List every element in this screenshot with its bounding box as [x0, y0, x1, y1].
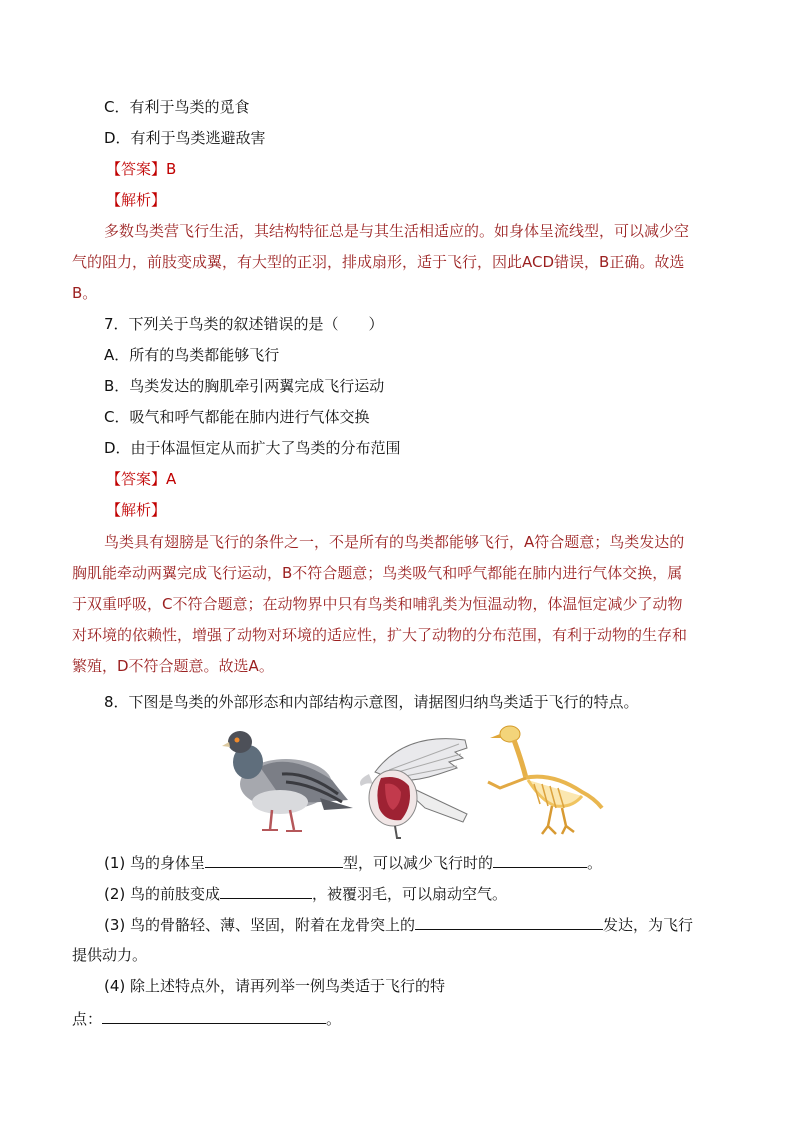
- blank-reduced-factor[interactable]: [493, 852, 587, 868]
- analysis-line: 多数鸟类营飞行生活，其结构特征总是与其生活相适应的。如身体呈流线型，可以减少空: [104, 222, 690, 240]
- q8-stem: 8．下图是鸟类的外部形态和内部结构示意图，请据图归纳鸟类适于飞行的特点。: [104, 693, 639, 711]
- q7-option-c: C．吸气和呼气都能在肺内进行气体交换: [104, 408, 370, 426]
- answer-label: 【答案】: [106, 160, 167, 178]
- fill-text: 。: [326, 1010, 342, 1028]
- blank-other-feature[interactable]: [102, 1008, 326, 1024]
- analysis-line: 于双重呼吸，C不符合题意；在动物界中只有鸟类和哺乳类为恒温动物，体温恒定减少了动物: [72, 595, 683, 613]
- q8-subquestion-4: (4) 除上述特点外，请再列举一例鸟类适于飞行的特: [104, 977, 446, 995]
- fill-text: (1) 鸟的身体呈: [104, 854, 206, 872]
- answer-label: 【答案】: [106, 470, 167, 488]
- q8-subquestion-1: [104, 852, 602, 873]
- blank-forelimb[interactable]: [220, 883, 312, 899]
- fill-text: 点：: [72, 1010, 103, 1028]
- fill-text: (3) 鸟的骨骼轻、薄、坚固，附着在龙骨突上的: [104, 916, 416, 934]
- q6-answer: [106, 159, 176, 179]
- q7-option-d: D．由于体温恒定从而扩大了鸟类的分布范围: [104, 439, 401, 457]
- bird-internal-anatomy-illustration: [355, 722, 470, 840]
- q6-analysis-label: 【解析】: [106, 191, 167, 209]
- q8-subquestion-3: [104, 914, 693, 935]
- analysis-line: 对环境的依赖性，增强了动物对环境的适应性，扩大了动物的分布范围，有利于动物的生存和: [72, 626, 688, 644]
- q7-option-a: A．所有的鸟类都能够飞行: [104, 346, 280, 364]
- q7-answer: [106, 469, 176, 489]
- q8-subquestion-3-cont: 提供动力。: [72, 946, 148, 964]
- analysis-line: 繁殖，D不符合题意。故选A。: [72, 657, 274, 675]
- pigeon-external-illustration: [220, 722, 355, 840]
- q6-analysis: [72, 221, 722, 314]
- q7-stem: 7．下列关于鸟类的叙述错误的是（ ）: [104, 315, 384, 333]
- answer-value: A: [166, 470, 177, 488]
- analysis-line: 鸟类具有翅膀是飞行的条件之一，不是所有的鸟类都能够飞行，A符合题意；鸟类发达的: [104, 533, 685, 551]
- fill-text: 发达，为飞行: [603, 916, 694, 934]
- bird-skeleton-illustration: [482, 722, 607, 840]
- q7-option-b: B．鸟类发达的胸肌牵引两翼完成飞行运动: [104, 377, 385, 395]
- answer-value: B: [166, 160, 177, 178]
- analysis-line: 气的阻力，前肢变成翼，有大型的正羽，排成扇形，适于飞行，因此ACD错误，B正确。故选: [72, 253, 685, 271]
- fill-text: ，被覆羽毛，可以扇动空气。: [312, 885, 508, 903]
- q7-analysis-label: 【解析】: [106, 501, 167, 519]
- blank-muscle[interactable]: [415, 914, 603, 930]
- q7-analysis: [72, 532, 722, 687]
- q6-option-d: D．有利于鸟类逃避敌害: [104, 129, 266, 147]
- q6-option-c: C．有利于鸟类的觅食: [104, 98, 250, 116]
- q8-subquestion-4-cont: [72, 1008, 341, 1029]
- fill-text: 型，可以减少飞行时的: [343, 854, 494, 872]
- analysis-line: B。: [72, 284, 98, 302]
- q8-subquestion-2: [104, 883, 507, 904]
- fill-text: (2) 鸟的前肢变成: [104, 885, 221, 903]
- blank-body-shape[interactable]: [205, 852, 343, 868]
- analysis-line: 胸肌能牵动两翼完成飞行运动，B不符合题意；鸟类吸气和呼气都能在肺内进行气体交换，属: [72, 564, 683, 582]
- fill-text: 。: [587, 854, 603, 872]
